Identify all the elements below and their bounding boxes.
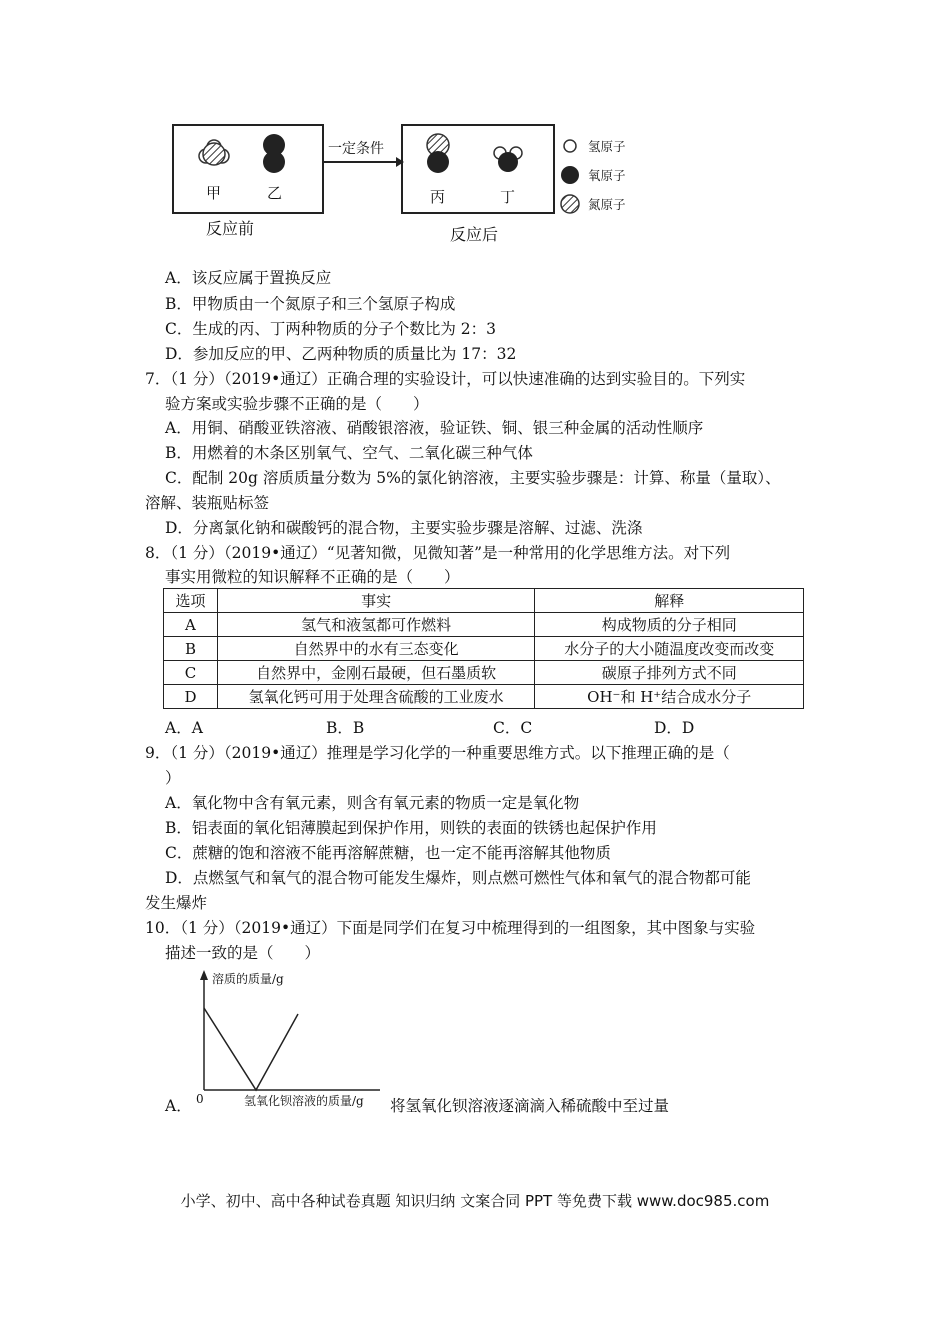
q7-option-c-cont: 溶解、装瓶贴标签 bbox=[145, 494, 270, 512]
species-yi: 乙 bbox=[267, 184, 283, 202]
ammonia-molecule bbox=[199, 140, 229, 165]
header-option: 选项 bbox=[164, 589, 218, 613]
species-bing: 丙 bbox=[430, 188, 446, 206]
reaction-diagram bbox=[170, 118, 640, 248]
before-label: 反应前 bbox=[206, 219, 255, 238]
species-ding: 丁 bbox=[500, 188, 516, 206]
species-jia: 甲 bbox=[206, 184, 222, 202]
table-row bbox=[164, 637, 804, 661]
table-cell: 构成物质的分子相同 bbox=[535, 613, 804, 637]
q10-stem-line1: 10．（1 分）（2019•通辽）下面是同学们在复习中梳理得到的一组图象，其中图象与实验 bbox=[145, 919, 756, 937]
q6-option-d: D．参加反应的甲、乙两种物质的质量比为 17：32 bbox=[165, 345, 517, 363]
graph-xlabel: 氢氧化钡溶液的质量/g bbox=[244, 1094, 364, 1108]
table-cell: 水分子的大小随温度改变而改变 bbox=[535, 637, 804, 661]
no-molecule bbox=[427, 134, 449, 173]
table-header-row bbox=[164, 589, 804, 613]
graph-ylabel: 溶质的质量/g bbox=[212, 972, 284, 986]
q6-option-a: A．该反应属于置换反应 bbox=[165, 269, 332, 287]
table-cell: 氢氧化钙可用于处理含硫酸的工业废水 bbox=[217, 685, 534, 709]
q9-stem-line2: ） bbox=[165, 769, 181, 787]
table-cell: 自然界中，金刚石最硬，但石墨质软 bbox=[217, 661, 534, 685]
table-cell: 自然界中的水有三态变化 bbox=[217, 637, 534, 661]
arrow-label: 一定条件 bbox=[328, 141, 384, 157]
table-row bbox=[164, 613, 804, 637]
q7-option-b: B．用燃着的木条区别氧气、空气、二氧化碳三种气体 bbox=[165, 444, 533, 462]
graph-origin: 0 bbox=[196, 1092, 204, 1106]
table-cell: 碳原子排列方式不同 bbox=[535, 661, 804, 685]
q8-answer-a: A．A bbox=[165, 719, 203, 737]
q7-stem-line2: 验方案或实验步骤不正确的是（ ） bbox=[165, 395, 429, 413]
q6-option-b: B．甲物质由一个氮原子和三个氢原子构成 bbox=[165, 295, 456, 313]
q7-stem-line1: 7．（1 分）（2019•通辽）正确合理的实验设计，可以快速准确的达到实验目的。下列实 bbox=[145, 370, 746, 388]
legend-hydrogen: 氢原子 bbox=[588, 139, 626, 154]
q8-answer-c: C．C bbox=[493, 719, 533, 737]
table-row bbox=[164, 661, 804, 685]
q9-option-b: B．铝表面的氧化铝薄膜起到保护作用，则铁的表面的铁锈也起保护作用 bbox=[165, 819, 657, 837]
q10-option-a-letter: A． bbox=[165, 1097, 192, 1115]
q7-option-c: C．配制 20g 溶质质量分数为 5%的氯化钠溶液，主要实验步骤是：计算、称量（量取）、 bbox=[165, 469, 781, 487]
graph-curve bbox=[204, 1008, 298, 1090]
q10-graph-a bbox=[190, 968, 390, 1110]
table-cell: C bbox=[164, 661, 218, 685]
q8-answer-b: B．B bbox=[326, 719, 365, 737]
q9-stem-line1: 9．（1 分）（2019•通辽）推理是学习化学的一种重要思维方式。以下推理正确的是（ bbox=[145, 744, 730, 762]
q9-option-d: D．点燃氢气和氧气的混合物可能发生爆炸，则点燃可燃性气体和氧气的混合物都可能 bbox=[165, 869, 751, 887]
table-cell: A bbox=[164, 613, 218, 637]
oxygen-molecule bbox=[263, 134, 285, 173]
table-cell: D bbox=[164, 685, 218, 709]
q8-answer-d: D．D bbox=[654, 719, 695, 737]
water-molecule bbox=[494, 147, 522, 172]
q7-option-d: D．分离氯化钠和碳酸钙的混合物，主要实验步骤是溶解、过滤、洗涤 bbox=[165, 519, 643, 537]
after-label: 反应后 bbox=[450, 225, 499, 244]
graph-axes bbox=[190, 968, 390, 1110]
q8-facts-table bbox=[163, 588, 804, 709]
q10-stem-line2: 描述一致的是（ ） bbox=[165, 944, 321, 962]
footer-text: 小学、初中、高中各种试卷真题 知识归纳 文案合同 PPT 等免费下载 www.doc985.com bbox=[180, 1192, 770, 1210]
q6-option-c: C．生成的丙、丁两种物质的分子个数比为 2：3 bbox=[165, 320, 497, 338]
q9-option-d-cont: 发生爆炸 bbox=[145, 894, 208, 912]
table-row bbox=[164, 685, 804, 709]
table-cell: B bbox=[164, 637, 218, 661]
q10-option-a-text: 将氢氧化钡溶液逐滴滴入稀硫酸中至过量 bbox=[390, 1097, 670, 1115]
table-cell: OH⁻和 H⁺结合成水分子 bbox=[535, 685, 804, 709]
q9-option-a: A．氧化物中含有氧元素，则含有氧元素的物质一定是氧化物 bbox=[165, 794, 580, 812]
legend-nitrogen: 氮原子 bbox=[588, 197, 626, 212]
q7-option-a: A．用铜、硝酸亚铁溶液、硝酸银溶液，验证铁、铜、银三种金属的活动性顺序 bbox=[165, 419, 704, 437]
table-cell: 氢气和液氢都可作燃料 bbox=[217, 613, 534, 637]
header-explanation: 解释 bbox=[535, 589, 804, 613]
q8-stem-line1: 8．（1 分）（2019•通辽）“见著知微，见微知著”是一种常用的化学思维方法。对下列 bbox=[145, 544, 731, 562]
legend-oxygen: 氧原子 bbox=[588, 168, 626, 183]
q8-stem-line2: 事实用微粒的知识解释不正确的是（ ） bbox=[165, 568, 460, 586]
q9-option-c: C．蔗糖的饱和溶液不能再溶解蔗糖，也一定不能再溶解其他物质 bbox=[165, 844, 611, 862]
header-fact: 事实 bbox=[217, 589, 534, 613]
